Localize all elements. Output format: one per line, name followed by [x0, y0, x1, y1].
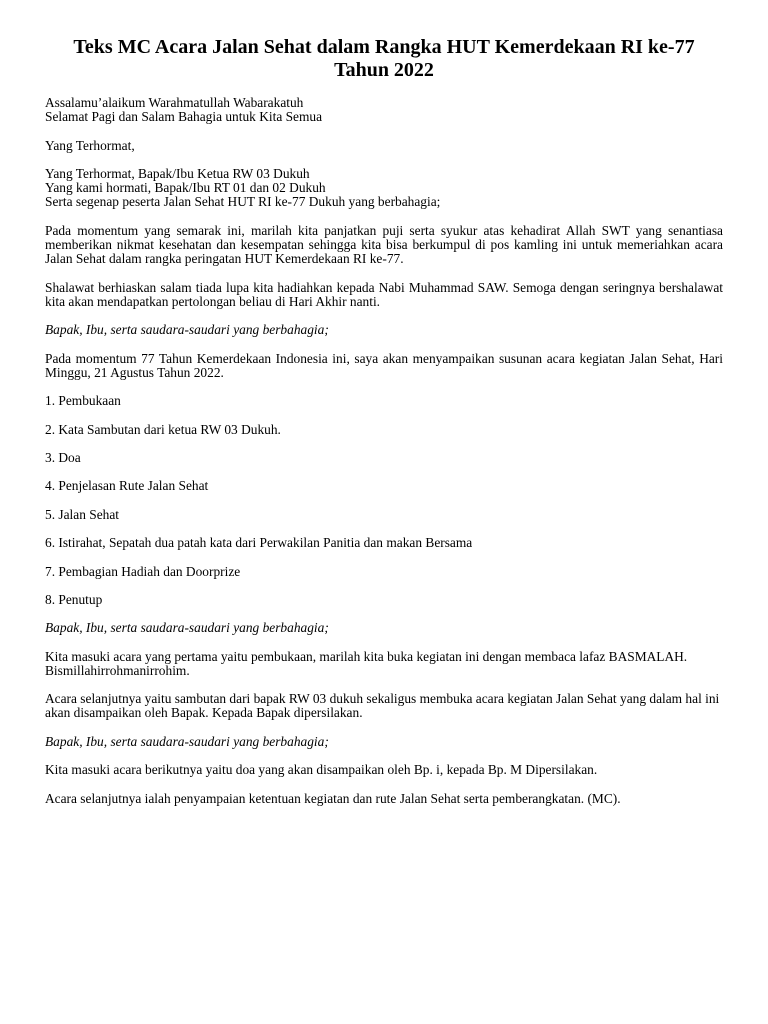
agenda-item: 8. Penutup	[45, 591, 103, 607]
salutation: Bapak, Ibu, serta saudara-saudari yang berbahagia;	[45, 322, 329, 338]
agenda-item: 6. Istirahat, Sepatah dua patah kata dari Perwakilan Panitia dan makan Bersama	[45, 535, 473, 551]
address-line: Yang kami hormati, Bapak/Ibu RT 01 dan 02 Dukuh	[45, 180, 326, 196]
paragraph-prayer: Kita masuki acara berikutnya yaitu doa yang akan disampaikan oleh Bp. i, kepada Bp. M Dipersilakan.	[45, 762, 598, 778]
agenda-item: 1. Pembukaan	[45, 393, 121, 409]
respected-heading: Yang Terhormat,	[45, 137, 135, 153]
greeting-line: Selamat Pagi dan Salam Bahagia untuk Kita Semua	[45, 109, 323, 125]
salutation: Bapak, Ibu, serta saudara-saudari yang berbahagia;	[45, 733, 329, 749]
paragraph-agenda-intro: Pada momentum 77 Tahun Kemerdekaan Indonesia ini, saya akan menyampaikan susunan acara kegiatan Jalan Sehat, Hari Minggu, 21 Agustus Tahun 2022.	[45, 350, 723, 380]
paragraph-shalawat: Shalawat berhiaskan salam tiada lupa kita hadiahkan kepada Nabi Muhammad SAW. Semoga dengan seringnya bershalawat kita akan mendapatkan pertolongan beliau di Hari Akhir nanti.	[45, 279, 723, 309]
greeting-line: Assalamu’alaikum Warahmatullah Wabarakatuh	[45, 95, 304, 110]
paragraph-route: Acara selanjutnya ialah penyampaian ketentuan kegiatan dan rute Jalan Sehat serta pemberangkatan. (MC).	[45, 790, 621, 806]
agenda-item: 2. Kata Sambutan dari ketua RW 03 Dukuh.	[45, 421, 281, 437]
agenda-item: 7. Pembagian Hadiah dan Doorprize	[45, 563, 241, 579]
address-line: Yang Terhormat, Bapak/Ibu Ketua RW 03 Dukuh	[45, 165, 310, 181]
agenda-item: 4. Penjelasan Rute Jalan Sehat	[45, 478, 209, 494]
agenda-item: 3. Doa	[45, 449, 81, 465]
address-list	[45, 167, 723, 210]
paragraph-opening: Kita masuki acara yang pertama yaitu pembukaan, marilah kita buka kegiatan ini dengan membaca lafaz BASMALAH. Bismillahirrohmanirrohim.	[45, 648, 688, 678]
address-line: Serta segenap peserta Jalan Sehat HUT RI ke-77 Dukuh yang berbahagia;	[45, 194, 441, 210]
paragraph-gratitude: Pada momentum yang semarak ini, marilah kita panjatkan puji serta syukur atas kehadirat Allah SWT yang senantiasa memberikan nikmat kesehatan dan kesempatan sehingga kita bisa berkumpul di pos kamling ini untuk memeriahkan acara Jalan Sehat dalam rangka peringatan HUT Kemerdekaan RI ke-77.	[45, 222, 723, 267]
paragraph-speech: Acara selanjutnya yaitu sambutan dari bapak RW 03 dukuh sekaligus membuka acara kegiatan Jalan Sehat yang dalam hal ini akan disampaikan oleh Bapak. Kepada Bapak dipersilakan.	[45, 691, 720, 721]
document-title: Teks MC Acara Jalan Sehat dalam Rangka HUT Kemerdekaan RI ke-77 Tahun 2022	[73, 36, 695, 81]
salutation: Bapak, Ibu, serta saudara-saudari yang berbahagia;	[45, 620, 329, 636]
agenda-item: 5. Jalan Sehat	[45, 506, 120, 522]
greeting	[45, 96, 723, 124]
